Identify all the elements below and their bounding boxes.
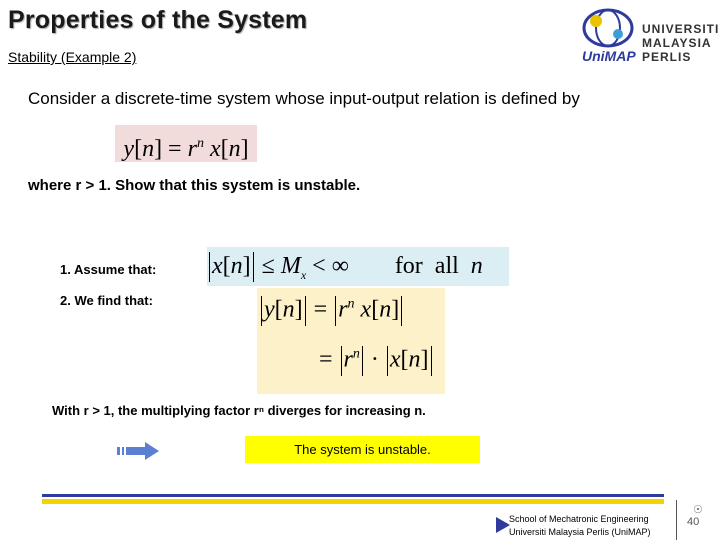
result-banner: The system is unstable.: [245, 436, 480, 463]
logo-line3: PERLIS: [642, 50, 692, 64]
footer-school: [509, 513, 651, 539]
derivation-equation: [257, 288, 445, 394]
step-2-label: 2. We find that:: [60, 293, 153, 308]
play-icon: [496, 515, 510, 535]
logo-short: UniMAP: [582, 48, 636, 64]
footer-line-yellow: [42, 499, 664, 504]
right-arrow-icon: [117, 442, 159, 460]
logo-line1: UNIVERSITI: [642, 22, 720, 36]
with-statement: With r > 1, the multiplying factor rⁿ diverges for increasing n.: [52, 403, 426, 418]
step-1-label: 1. Assume that:: [60, 262, 157, 277]
derivation-line-2: = $r^n \cdot x[n]$: [319, 346, 434, 376]
page-corner-icon: ☉: [693, 504, 703, 516]
assumption-equation: $x[n] \le M_x$ < ∞ for all n: [207, 247, 509, 286]
page-number: 40: [687, 516, 700, 528]
intro-text: Consider a discrete-time system whose input-output relation is defined by: [28, 89, 580, 108]
system-equation: $y[n] = r^n$ x[n]: [115, 125, 257, 162]
derivation-line-1: $y[n] = r^n$ x[n]: [259, 296, 404, 326]
footer-school-line2: Universiti Malaysia Perlis (UniMAP): [509, 527, 651, 537]
slide-subtitle: Stability (Example 2): [8, 49, 137, 65]
slide-title: Properties of the System: [8, 6, 308, 34]
unimap-logo: [578, 6, 720, 68]
where-statement: where r > 1. Show that this system is unstable.: [28, 177, 361, 194]
logo-line2: MALAYSIA: [642, 36, 712, 50]
footer-line-blue: [42, 494, 664, 497]
footer-school-line1: School of Mechatronic Engineering: [509, 514, 649, 524]
page-separator: [676, 500, 677, 540]
